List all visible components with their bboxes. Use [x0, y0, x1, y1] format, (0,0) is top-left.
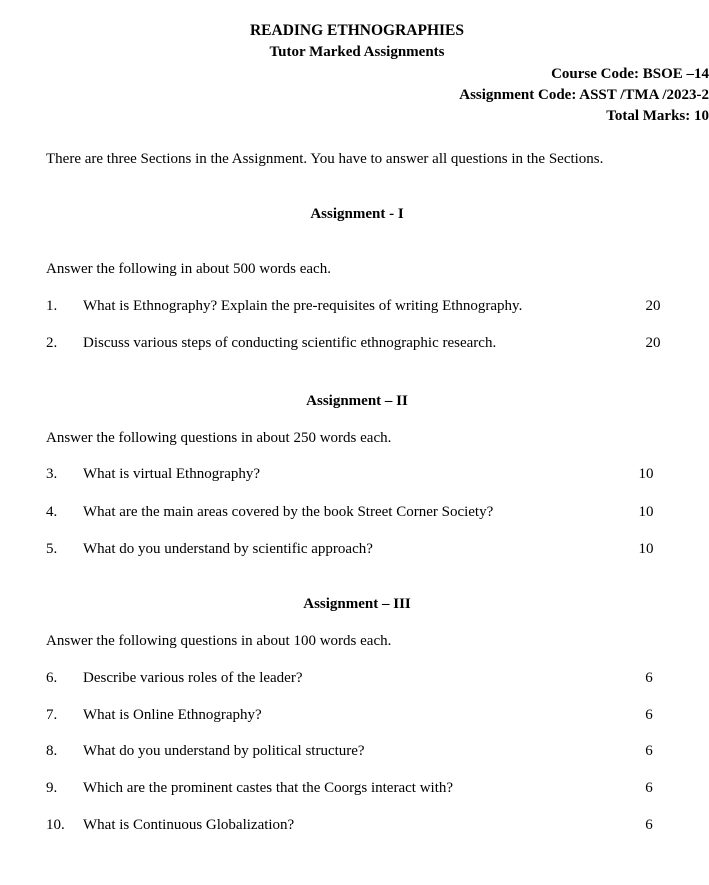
- course-code: Course Code: BSOE –14: [551, 66, 709, 82]
- section-instruction-1: Answer the following in about 500 words each.: [46, 261, 331, 277]
- total-marks: Total Marks: 10: [606, 108, 709, 124]
- section-heading-1: Assignment - I: [310, 206, 404, 222]
- question-text: Describe various roles of the leader?: [83, 670, 303, 686]
- question-number: 6.: [46, 670, 58, 686]
- document-title: READING ETHNOGRAPHIES: [249, 22, 465, 39]
- section-heading-3: Assignment – III: [303, 596, 411, 612]
- question-text: Which are the prominent castes that the Coorgs interact with?: [83, 780, 454, 796]
- question-number: 8.: [46, 743, 58, 759]
- question-number: 3.: [46, 466, 58, 482]
- question-text: What is virtual Ethnography?: [83, 466, 261, 482]
- question-marks: 10: [638, 504, 654, 520]
- question-text: What is Continuous Globalization?: [83, 817, 295, 833]
- question-marks: 6: [645, 707, 653, 723]
- question-marks: 10: [638, 541, 654, 557]
- intro-text: There are three Sections in the Assignment. You have to answer all questions in the Sections.: [46, 151, 604, 167]
- question-number: 7.: [46, 707, 58, 723]
- question-marks: 6: [645, 780, 653, 796]
- question-number: 5.: [46, 541, 58, 557]
- question-text: What is Ethnography? Explain the pre-requisites of writing Ethnography.: [83, 298, 523, 314]
- question-number: 2.: [46, 335, 58, 351]
- question-marks: 6: [645, 670, 653, 686]
- question-number: 4.: [46, 504, 58, 520]
- question-marks: 6: [645, 743, 653, 759]
- section-heading-2: Assignment – II: [306, 393, 408, 409]
- question-text: What are the main areas covered by the book Street Corner Society?: [83, 504, 494, 520]
- question-text: Discuss various steps of conducting scientific ethnographic research.: [83, 335, 497, 351]
- section-instruction-2: Answer the following questions in about 250 words each.: [46, 430, 392, 446]
- question-text: What do you understand by political structure?: [83, 743, 365, 759]
- document-subtitle: Tutor Marked Assignments: [269, 44, 445, 60]
- question-number: 10.: [46, 817, 65, 833]
- question-marks: 10: [638, 466, 654, 482]
- question-number: 9.: [46, 780, 58, 796]
- question-marks: 20: [645, 298, 661, 314]
- question-text: What is Online Ethnography?: [83, 707, 262, 723]
- question-marks: 6: [645, 817, 653, 833]
- section-instruction-3: Answer the following questions in about 100 words each.: [46, 633, 392, 649]
- question-marks: 20: [645, 335, 661, 351]
- question-number: 1.: [46, 298, 58, 314]
- assignment-code: Assignment Code: ASST /TMA /2023-2: [459, 87, 709, 103]
- question-text: What do you understand by scientific approach?: [83, 541, 373, 557]
